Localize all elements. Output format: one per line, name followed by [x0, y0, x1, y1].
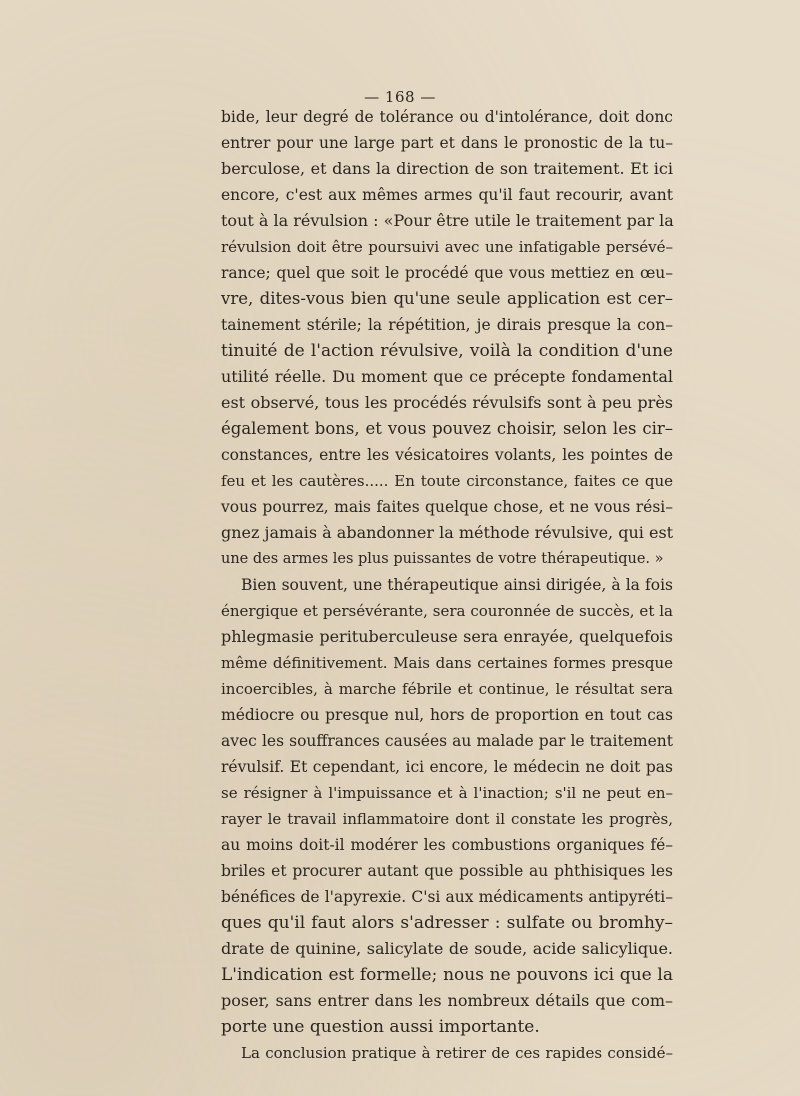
text-line: tinuité de l'action révulsive, voilà la condition d'une — [221, 341, 673, 361]
text-line: ques qu'il faut alors s'adresser : sulfate ou bromhy– — [221, 913, 673, 933]
text-line: tainement stérile; la répétition, je dirais presque la con– — [221, 316, 673, 334]
text-line: poser, sans entrer dans les nombreux détails que com– — [221, 991, 673, 1010]
text-line: énergique et persévérante, sera couronnée de succès, et la — [221, 602, 673, 620]
text-line: Bien souvent, une thérapeutique ainsi dirigée, à la fois — [241, 576, 673, 594]
text-line: tout à la révulsion : «Pour être utile le traitement par la — [221, 211, 674, 230]
text-line: est observé, tous les procédés révulsifs sont à peu près — [221, 393, 673, 412]
page-number: — 168 — — [364, 88, 436, 106]
text-line: gnez jamais à abandonner la méthode révulsive, qui est — [221, 523, 674, 542]
text-line: utilité réelle. Du moment que ce précepte fondamental — [221, 367, 673, 386]
text-line: rance; quel que soit le procédé que vous mettiez en œu– — [221, 264, 673, 282]
text-line: médiocre ou presque nul, hors de proportion en tout cas — [221, 706, 673, 724]
text-line: berculose, et dans la direction de son traitement. Et ici — [221, 159, 673, 178]
text-line: drate de quinine, salicylate de soude, acide salicylique. — [221, 939, 673, 958]
text-line: encore, c'est aux mêmes armes qu'il faut recourir, avant — [221, 186, 673, 204]
text-line: vre, dites-vous bien qu'une seule application est cer– — [221, 289, 673, 308]
text-line: rayer le travail inflammatoire dont il constate les progrès, — [221, 810, 673, 828]
text-line: même définitivement. Mais dans certaines formes presque — [221, 654, 673, 672]
text-line: se résigner à l'impuissance et à l'inaction; s'il ne peut en– — [221, 784, 673, 802]
text-line: une des armes les plus puissantes de votre thérapeutique. » — [221, 551, 664, 567]
text-line: révulsif. Et cependant, ici encore, le médecin ne doit pas — [221, 758, 673, 776]
body-text — [221, 104, 673, 1066]
text-line: phlegmasie perituberculeuse sera enrayée, quelquefois — [221, 627, 673, 646]
text-line: bide, leur degré de tolérance ou d'intolérance, doit donc — [221, 108, 673, 126]
text-line: porte une question aussi importante. — [221, 1017, 540, 1037]
text-line: entrer pour une large part et dans le pronostic de la tu– — [221, 134, 673, 152]
text-line: avec les souffrances causées au malade par le traitement — [221, 732, 673, 750]
text-line: incoercibles, à marche fébrile et continue, le résultat sera — [221, 680, 673, 698]
text-line: L'indication est formelle; nous ne pouvons ici que la — [221, 965, 673, 985]
text-line: feu et les cautères..... En toute circonstance, faites ce que — [221, 472, 673, 490]
text-line: constances, entre les vésicatoires volants, les pointes de — [221, 446, 673, 464]
text-line: également bons, et vous pouvez choisir, selon les cir– — [221, 419, 673, 438]
text-line: révulsion doit être poursuivi avec une infatigable persévé– — [221, 238, 673, 256]
text-line: bénéfices de l'apyrexie. C'si aux médicaments antipyréti– — [221, 888, 673, 906]
text-line: vous pourrez, mais faites quelque chose, et ne vous rési– — [221, 498, 673, 516]
text-line: briles et procurer autant que possible au phthisiques les — [221, 862, 673, 880]
text-line: La conclusion pratique à retirer de ces rapides considé– — [241, 1044, 673, 1062]
text-line: au moins doit-il modérer les combustions organiques fé– — [221, 836, 673, 854]
